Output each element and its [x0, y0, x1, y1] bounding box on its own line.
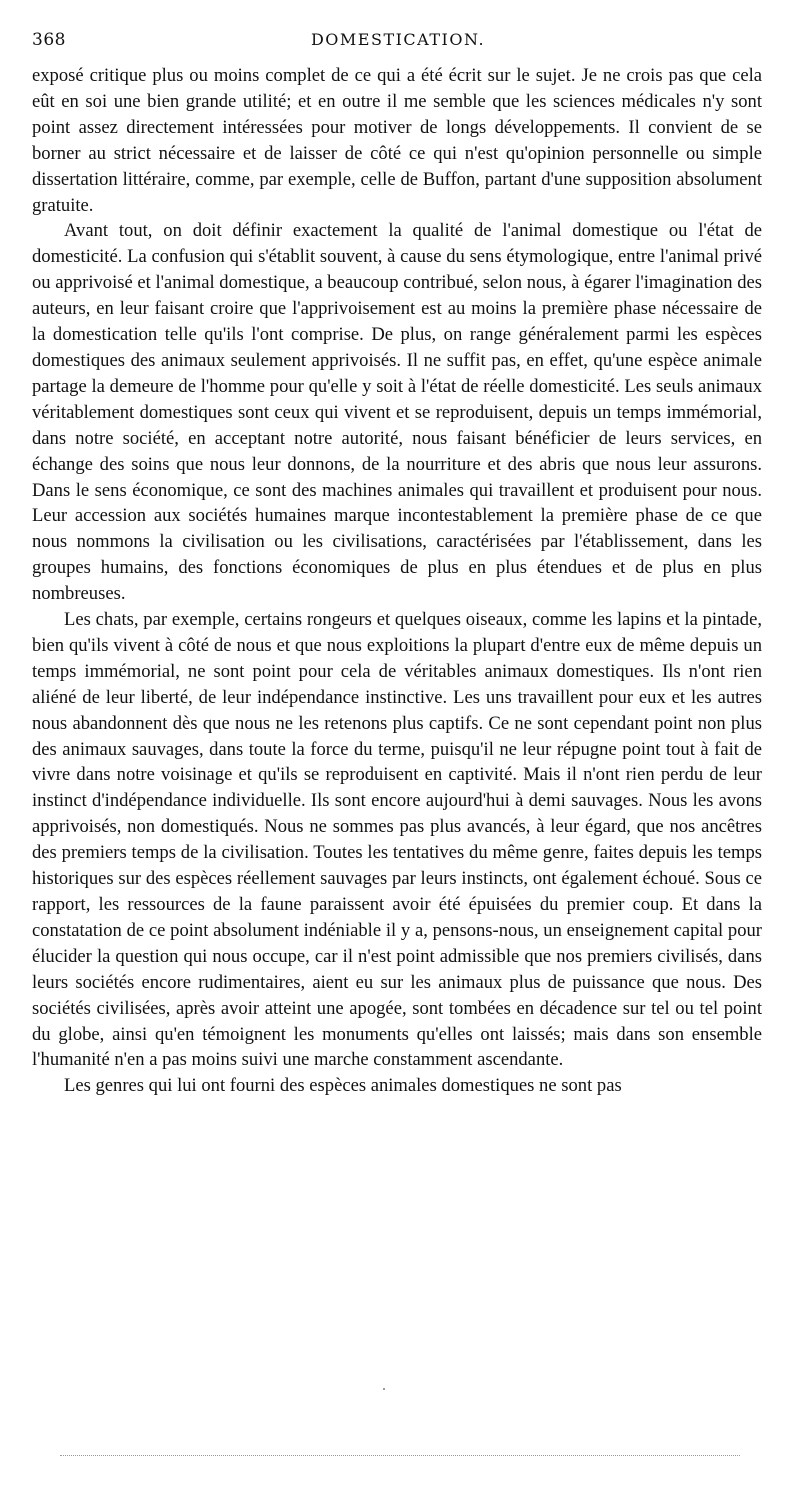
page-number: 368 — [32, 30, 66, 50]
body-text — [32, 63, 762, 1099]
paragraph-last: Les genres qui lui ont fourni des espèces animales domestiques ne sont pas — [64, 1075, 622, 1097]
page-header — [32, 30, 764, 56]
paragraph: Les chats, par exemple, certains rongeurs et quelques oiseaux, comme les lapins et la pintade, bien qu'ils vivent à côté de nous et que nous exploitions la plupart d'entre eux de même depuis un temps immémorial, ne sont point pour cela de véritables animaux domestiques. Ils n'ont rien aliéné de leur liberté, de leur indépendance instinctive. Les uns travaillent pour eux et les autres nous abandonnent dès que nous ne les retenons plus captifs. Ce ne sont cependant point non plus des animaux sauvages, dans toute la force du terme, puisqu'il ne leur répugne point tout à fait de vivre dans notre voisinage et qu'ils se reproduisent en captivité. Mais il n'ont rien perdu de leur instinct d'indépendance individuelle. Ils sont encore aujourd'hui à demi sauvages. Nous les avons apprivoisés, non domestiqués. Nous ne sommes pas plus avancés, à leur égard, que nos ancêtres des premiers temps de la civilisation. Toutes les tentatives du même genre, faites depuis les temps historiques sur des espèces réellement sauvages par leurs instincts, ont également échoué. Sous ce rapport, les ressources de la faune paraissent avoir été épuisées du premier coup. Et dans la constatation de ce point absolument indéniable il y a, pensons-nous, un enseignement capital pour élucider la question qui nous occupe, car il n'est point admissible que nos premiers civilisés, dans leurs sociétés encore rudimentaires, aient eu sur les animaux plus de puissance que nous. Des sociétés civilisées, après avoir atteint une apogée, sont tombées en décadence sur tel ou tel point du globe, ainsi qu'en témoignent les monuments qu'elles ont laissés; mais dans son ensemble l'humanité n'en a pas moins suivi une marche constamment ascendante. — [32, 609, 762, 1071]
paragraph-continued: exposé critique plus ou moins complet de ce qui a été écrit sur le sujet. Je ne crois pas que cela eût en soi une bien grande utilité; et en outre il me semble que les sciences médicales n'y sont point assez directement intéressées pour motiver de longs développements. Il convient de se borner au strict nécessaire et de laisser de côté ce qui n'est qu'opinion personnelle ou simple dissertation littéraire, comme, par exemple, celle de Buffon, partant d'une supposition absolument gratuite. — [32, 65, 762, 216]
paragraph: Avant tout, on doit définir exactement la qualité de l'animal domestique ou l'état de domesticité. La confusion qui s'établit souvent, à cause du sens étymologique, entre l'animal privé ou apprivoisé et l'animal domestique, a beaucoup contribué, selon nous, à égarer l'imagination des auteurs, en leur faisant croire que l'apprivoisement est au moins la première phase nécessaire de la domestication telle qu'ils l'ont comprise. De plus, on range généralement parmi les espèces domestiques des animaux seulement apprivoisés. Il ne suffit pas, en effet, qu'une espèce animale partage la demeure de l'homme pour qu'elle y soit à l'état de réelle domesticité. Les seuls animaux véritablement domestiques sont ceux qui vivent et se reproduisent, depuis un temps immémorial, dans notre société, en acceptant notre autorité, nous faisant bénéficier de leurs services, en échange des soins que nous leur donnons, de la nourriture et des abris que nous leur assurons. Dans le sens économique, ce sont des machines animales qui travaillent et produisent pour nous. Leur accession aux sociétés humaines marque incontestablement la première phase de ce que nous nommons la civilisation ou les civilisations, caractérisées par l'établissement, dans les groupes humains, des fonctions économiques de plus en plus étendues et de plus en plus nombreuses. — [32, 220, 762, 605]
scan-speck — [383, 1388, 385, 1390]
scan-bleed-line — [60, 1455, 740, 1460]
running-title: DOMESTICATION. — [310, 30, 486, 49]
